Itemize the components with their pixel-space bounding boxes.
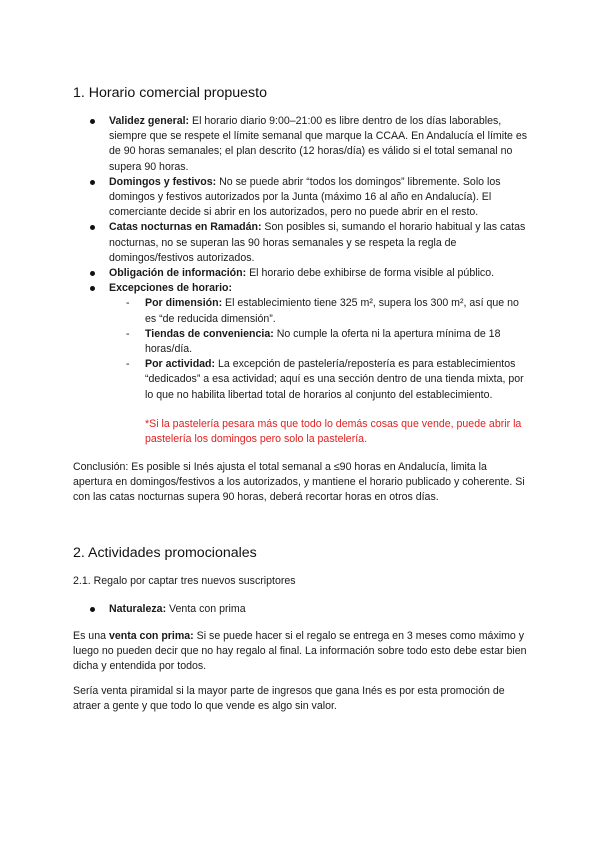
venta-piramidal-paragraph: Sería venta piramidal si la mayor parte de ingresos que gana Inés es por esta promoción de atraer a gente y que todo lo que vende es algo sin valor. bbox=[73, 685, 505, 713]
venta-con-prima-paragraph bbox=[73, 629, 528, 675]
section-2-heading: 2. Actividades promocionales bbox=[73, 545, 257, 561]
conclusion-paragraph: Conclusión: Es posible si Inés ajusta el total semanal a ≤90 horas en Andalucía, limita la apertura en domingos/festivos a los autorizados, y mantiene el horario publicado y coherente. Si con las catas nocturnas supera 90 horas, deberá recortar horas en otros días. bbox=[73, 461, 525, 504]
sub-item-text: No cumple la oferta ni la apertura mínima de 18 horas/día. bbox=[145, 327, 501, 356]
item-label: Naturaleza: bbox=[109, 603, 167, 615]
item-label: Catas nocturnas en Ramadán: bbox=[109, 221, 262, 234]
item-label: Domingos y festivos: bbox=[109, 175, 217, 188]
list-item bbox=[73, 220, 528, 266]
sub-item-text: La excepción de pastelería/repostería es para establecimientos “dedicados” a esa actividad; aquí es una sección dentro de una tienda mixta, por lo que no habilita libertad total de horarios al conjunto del establecimiento. bbox=[145, 358, 524, 401]
list-item bbox=[73, 175, 528, 221]
red-note: *Si la pastelería pesara más que todo lo demás cosas que vende, puede abrir la pastelería los domingos pero solo la pastelería. bbox=[145, 418, 522, 446]
item-text: Venta con prima bbox=[166, 603, 246, 615]
sub-list-item bbox=[109, 357, 528, 403]
sub-item-text: El establecimiento tiene 325 m², supera los 300 m², así que no es “de reducida dimensión”. bbox=[145, 297, 519, 325]
list-item bbox=[73, 266, 528, 281]
sub-list-item bbox=[109, 296, 528, 326]
horario-bullet-list bbox=[73, 114, 528, 403]
sub-list-item bbox=[109, 327, 528, 357]
item-label: Excepciones de horario: bbox=[109, 282, 233, 295]
subsection-heading: 2.1. Regalo por captar tres nuevos suscriptores bbox=[73, 575, 296, 587]
item-text: No se puede abrir “todos los domingos” libremente. Solo los domingos y festivos autorizados por la Junta (máximo 16 al año en Andalucía). El comerciante decide si abrir en los autorizados, pero no puede abrir en el resto. bbox=[109, 175, 501, 219]
paragraph-prefix: Es una bbox=[73, 630, 109, 642]
sub-item-label: Tiendas de conveniencia: bbox=[145, 327, 274, 340]
list-item bbox=[73, 114, 528, 175]
list-item bbox=[73, 602, 528, 617]
list-item bbox=[73, 281, 528, 403]
section-1-heading: 1. Horario comercial propuesto bbox=[73, 85, 267, 101]
sub-item-label: Por dimensión: bbox=[145, 297, 223, 310]
item-text: Son posibles si, sumando el horario habitual y las catas nocturnas, no se superan las 90 horas semanales y se respeta la regla de domingos/festivos autorizados. bbox=[109, 221, 526, 264]
item-label: Obligación de información: bbox=[109, 267, 247, 280]
excepciones-sublist bbox=[109, 296, 528, 402]
paragraph-text: Si se puede hacer si el regalo se entrega en 3 meses como máximo y luego no pueden decir que no hay regalo al final. La información sobre todo esto debe estar bien dicha y entendida por todos. bbox=[73, 630, 527, 673]
item-text: El horario debe exhibirse de forma visible al público. bbox=[246, 267, 495, 280]
item-text: El horario diario 9:00–21:00 es libre dentro de los días laborables, siempre que se respete el límite semanal que marque la CCAA. En Andalucía el límite es de 90 horas semanales; el plan descrito (12 horas/día) es válido si el total semanal no supera 90 horas. bbox=[109, 115, 528, 173]
paragraph-bold: venta con prima: bbox=[108, 630, 194, 642]
item-label: Validez general: bbox=[109, 115, 190, 127]
sub-item-label: Por actividad: bbox=[145, 358, 216, 371]
naturaleza-bullet-list bbox=[73, 602, 528, 617]
